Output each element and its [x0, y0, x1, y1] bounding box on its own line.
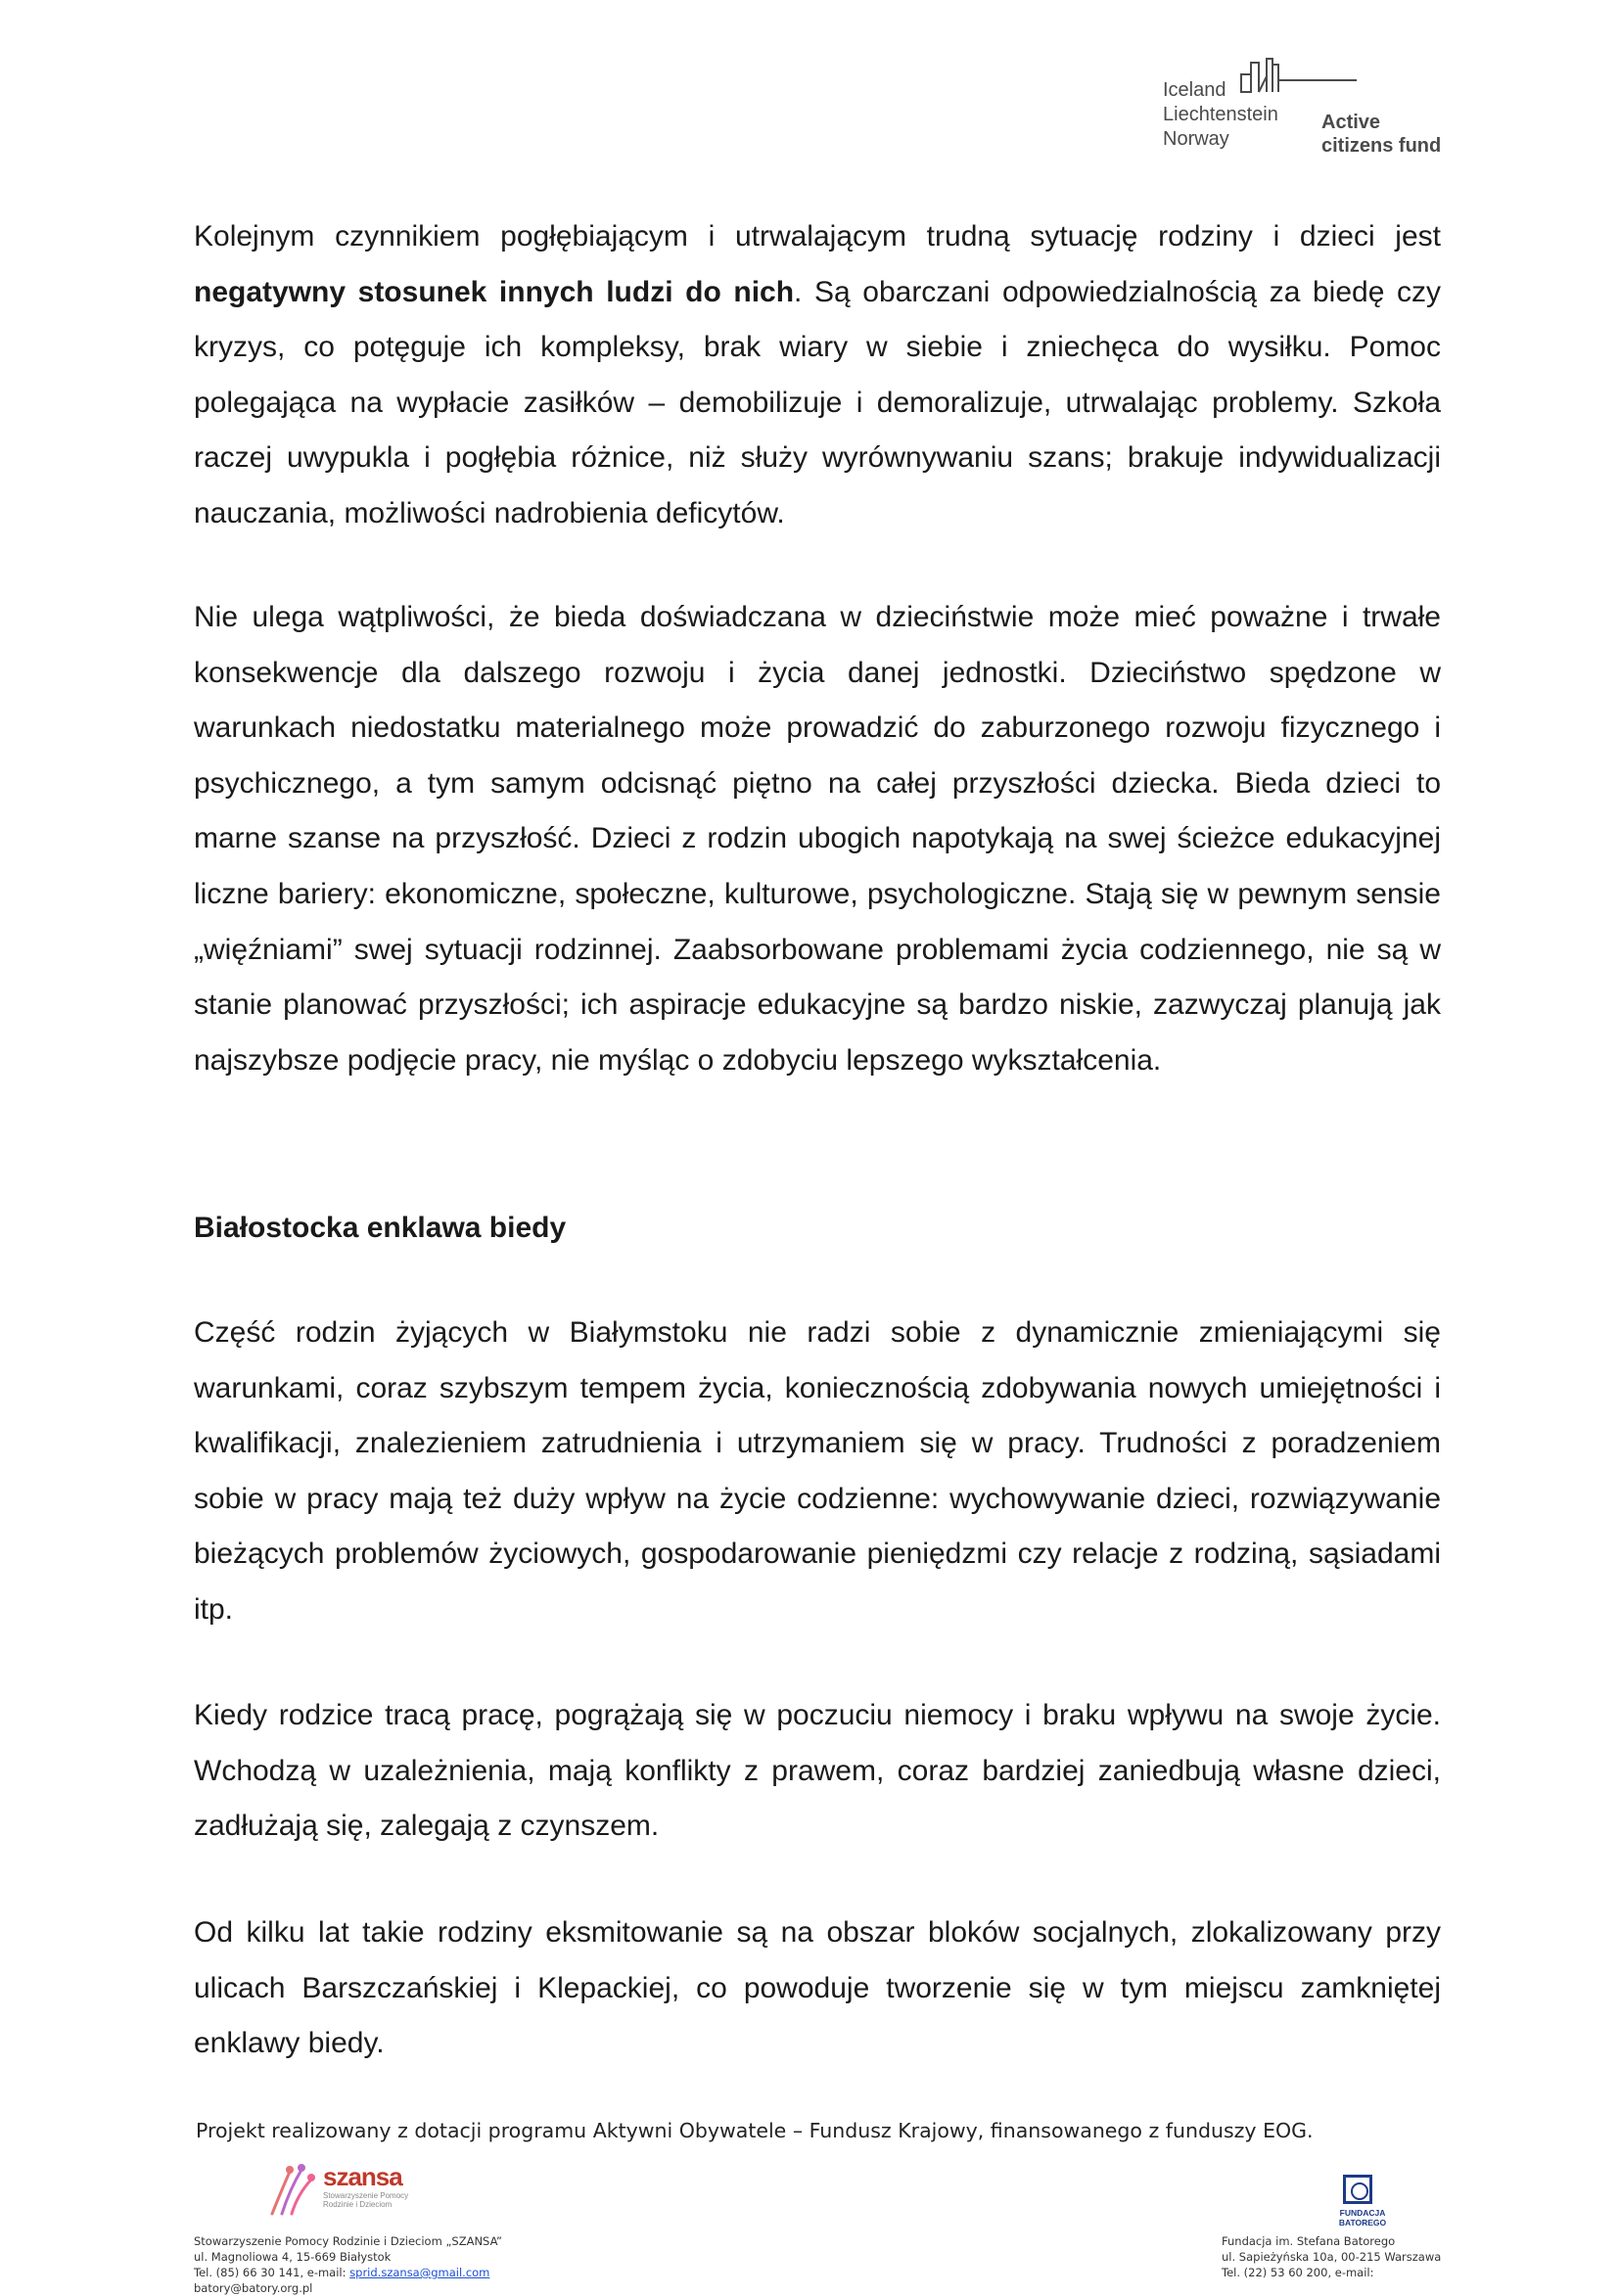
- active-citizens-fund-logo: [1163, 57, 1457, 164]
- batory-address-name: Fundacja im. Stefana Batorego: [1222, 2234, 1396, 2248]
- paragraph-5: Od kilku lat takie rodziny eksmitowanie są na obszar bloków socjalnych, zlokalizowany przy ulicach Barszczańskiej i Klepackiej, co powoduje tworzenie się w tym miejscu zamkniętej enklawy biedy.: [194, 1916, 1441, 2060]
- batory-foundation-logo: [1333, 2175, 1392, 2235]
- paragraph-2: Nie ulega wątpliwości, że bieda doświadczana w dzieciństwie może mieć poważne i trwałe konsekwencje dla dalszego rozwoju i życia danej jednostki. Dzieciństwo spędzone w warunkach niedostatku materialnego może prowadzić do zaburzonego rozwoju fizycznego i psychicznego, a tym samym odcisnąć piętno na całej przyszłości dziecka. Bieda dzieci to marne szanse na przyszłość. Dzieci z rodzin ubogich napotykają na swej ścieżce edukacyjnej liczne bariery: ekonomiczne, społeczne, kulturowe, psychologiczne. Stają się w pewnym sensie „więźniami” swej sytuacji rodzinnej. Zaabsorbowane problemami życia codziennego, nie są w stanie planować przyszłości; ich aspiracje edukacyjne są bardzo niskie, zazwyczaj planują jak najszybsze podjęcie pracy, nie myśląc o zdobyciu lepszego wykształcenia.: [194, 601, 1441, 1077]
- paragraph-3: Część rodzin żyjących w Białymstoku nie radzi sobie z dynamicznie zmieniającymi się warunkami, coraz szybszym tempem życia, koniecznością zdobywania nowych umiejętności i kwalifikacji, znalezieniem zatrudnienia i utrzymaniem się w pracy. Trudności z poradzeniem sobie w pracy mają też duży wpływ na życie codzienne: wychowywanie dzieci, rozwiązywanie bieżących problemów życiowych, gospodarowanie pieniędzmi czy relacje z rodziną, sąsiadami itp.: [194, 1316, 1441, 1626]
- szansa-logo-name: szansa: [323, 2162, 402, 2191]
- szansa-address-street: ul. Magnoliowa 4, 15-669 Białystok: [194, 2250, 392, 2264]
- szansa-emblem-icon: [262, 2160, 321, 2219]
- batory-mark-icon: [1343, 2175, 1372, 2204]
- szansa-phone: Tel. (85) 66 30 141, e-mail:: [194, 2266, 350, 2279]
- paragraph-1: [194, 209, 1441, 542]
- szansa-address-contact: [194, 2265, 502, 2280]
- szansa-email-link[interactable]: sprid.szansa@gmail.com: [349, 2266, 490, 2279]
- batory-address: [1222, 2233, 1441, 2280]
- countries-list: [1163, 78, 1278, 152]
- fund-name-line1: Active: [1321, 112, 1381, 133]
- funding-note: Projekt realizowany z dotacji programu Aktywni Obywatele – Fundusz Krajowy, finansowanego z funduszy EOG.: [196, 2119, 1314, 2142]
- fund-name-line2: citizens fund: [1321, 135, 1442, 157]
- fund-name: [1321, 111, 1441, 158]
- batory-email: batory@batory.org.pl: [194, 2281, 313, 2295]
- batory-address-contact: Tel. (22) 53 60 200, e-mail:: [1222, 2266, 1374, 2279]
- paragraph-1-text-a: Kolejnym czynnikiem pogłębiającym i utrwalającym trudną sytuację rodziny i dzieci jest: [194, 220, 1441, 253]
- szansa-address: [194, 2233, 502, 2296]
- country-iceland: Iceland: [1163, 79, 1226, 101]
- paragraph-1-text-b: . Są obarczani odpowiedzialnością za biedę czy kryzys, co potęguje ich kompleksy, brak wiary w siebie i zniechęca do wysiłku. Pomoc polegająca na wypłacie zasiłków – demobilizuje i demoralizuje, utrwalając problemy. Szkoła raczej uwypukla i pogłębia różnice, niż służy wyrównywaniu szans; brakuje indywidualizacji nauczania, możliwości nadrobienia deficytów.: [194, 275, 1441, 529]
- szansa-address-name: Stowarzyszenie Pomocy Rodzinie i Dzieciom „SZANSA”: [194, 2234, 502, 2248]
- country-norway: Norway: [1163, 128, 1229, 150]
- batory-logo-line1: FUNDACJA: [1339, 2208, 1386, 2218]
- batory-logo-text: [1333, 2208, 1392, 2227]
- paragraph-4: Kiedy rodzice tracą pracę, pogrążają się w poczuciu niemocy i braku wpływu na swoje życie. Wchodzą w uzależnienia, mają konflikty z prawem, coraz bardziej zaniedbują własne dzieci, zadłużają się, zalegają z czynszem.: [194, 1699, 1441, 1843]
- section-heading: Białostocka enklawa biedy: [194, 1212, 567, 1244]
- batory-logo-line2: BATOREGO: [1338, 2218, 1387, 2227]
- szansa-logo-subtitle: Stowarzyszenie Pomocy Rodzinie i Dzieciom: [323, 2191, 409, 2209]
- country-liechtenstein: Liechtenstein: [1163, 104, 1278, 125]
- batory-address-street: ul. Sapieżyńska 10a, 00-215 Warszawa: [1222, 2250, 1442, 2264]
- paragraph-1-bold: negatywny stosunek innych ludzi do nich: [194, 275, 795, 308]
- szansa-logo: [262, 2160, 409, 2223]
